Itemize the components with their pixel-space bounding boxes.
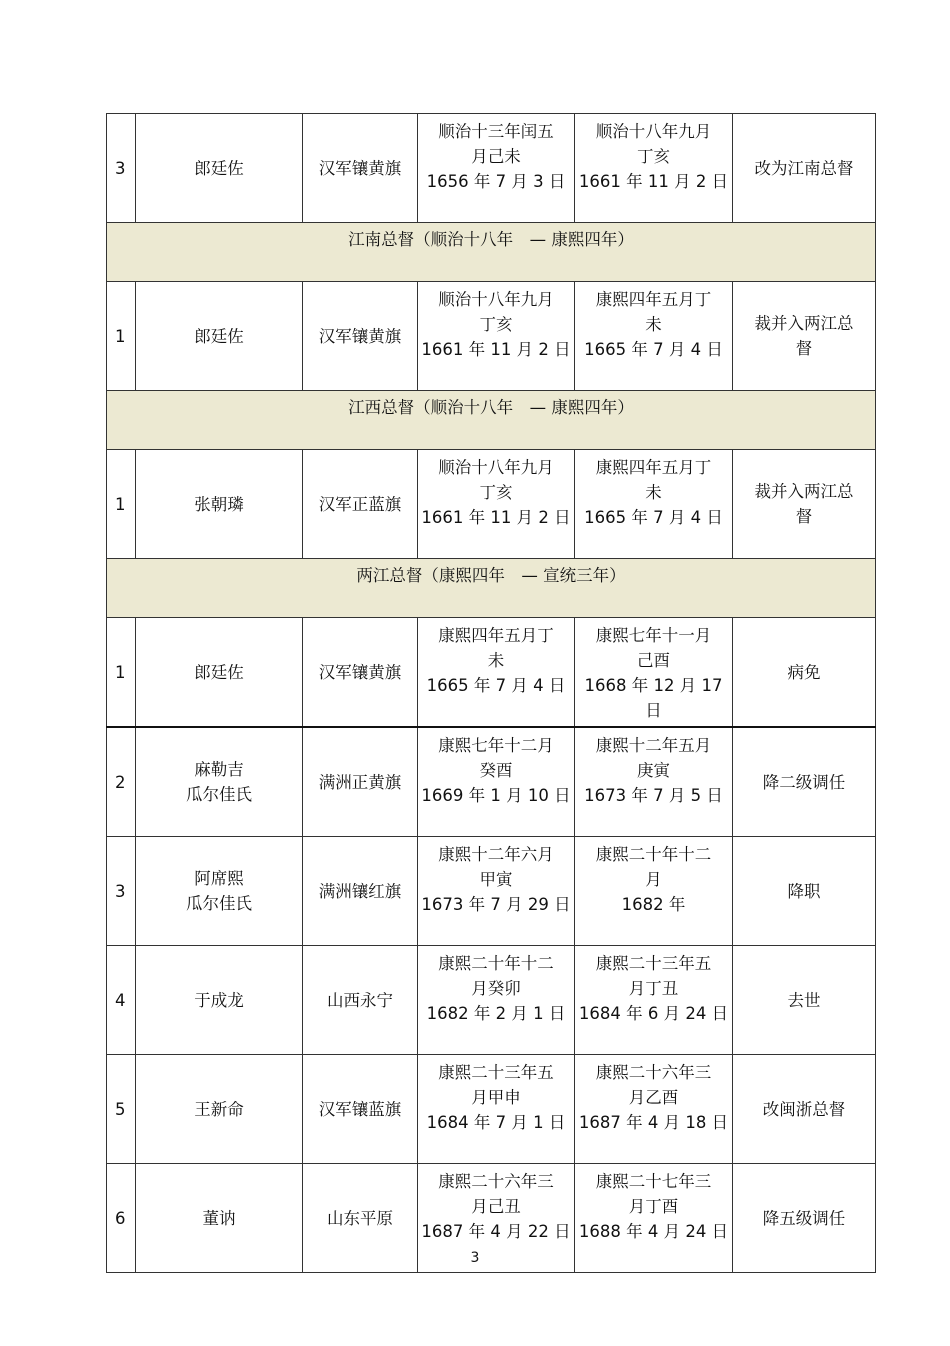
end-date-line: 月丁酉	[628, 1197, 679, 1216]
start-date-line: 1684 年 7 月 1 日	[426, 1113, 566, 1132]
start-date	[418, 1055, 575, 1164]
end-date-line: 未	[645, 483, 662, 502]
governor-name-line: 郎廷佐	[194, 662, 244, 682]
origin-cell: 汉军镶蓝旗	[303, 1055, 418, 1164]
remark-cell	[733, 282, 876, 391]
row-number: 1	[107, 618, 136, 728]
governor-name	[136, 727, 303, 837]
start-date	[418, 837, 575, 946]
end-date-line: 庚寅	[637, 761, 670, 780]
end-date-line: 月乙酉	[628, 1088, 679, 1107]
remark-cell-line: 病免	[787, 662, 821, 682]
start-date-line: 癸酉	[479, 761, 513, 780]
start-date-line: 顺治十八年九月	[438, 458, 554, 477]
start-date-line: 丁亥	[479, 483, 513, 502]
row-number: 1	[107, 450, 136, 559]
end-date-line: 月丁丑	[628, 979, 679, 998]
page-number: 3	[470, 1250, 480, 1266]
start-date-line: 1665 年 7 月 4 日	[426, 676, 566, 695]
end-date	[575, 946, 733, 1055]
governor-name-line: 张朝璘	[194, 494, 244, 514]
start-date-line: 康熙二十年十二	[438, 954, 554, 973]
start-date-line: 康熙二十六年三	[438, 1172, 554, 1191]
end-date-line: 康熙二十三年五	[595, 954, 712, 973]
governor-name	[136, 837, 303, 946]
governor-name-line: 麻勒吉	[194, 760, 244, 779]
governor-row	[107, 1055, 876, 1164]
end-date-line: 康熙四年五月丁	[595, 290, 712, 309]
start-date	[418, 618, 575, 728]
remark-cell-line: 裁并入两江总	[754, 314, 854, 333]
remark-cell	[733, 450, 876, 559]
start-date-line: 康熙七年十二月	[438, 736, 554, 755]
remark-cell	[733, 618, 876, 728]
end-date	[575, 114, 733, 223]
end-date-line: 1684 年 6 月 24 日	[578, 1004, 729, 1023]
governor-table	[106, 113, 876, 1273]
end-date-line: 康熙四年五月丁	[595, 458, 712, 477]
end-date-line: 1682 年	[621, 895, 686, 914]
start-date-line: 月癸卯	[471, 979, 521, 998]
end-date-line: 康熙二十六年三	[595, 1063, 712, 1082]
remark-cell	[733, 1055, 876, 1164]
section-header-row	[107, 559, 876, 618]
row-number: 4	[107, 946, 136, 1055]
governor-name-line: 阿席熙	[194, 869, 244, 888]
remark-cell	[733, 114, 876, 223]
governor-row	[107, 946, 876, 1055]
row-number: 3	[107, 837, 136, 946]
end-date-line: 1665 年 7 月 4 日	[584, 508, 723, 527]
start-date-line: 康熙二十三年五	[438, 1063, 554, 1082]
start-date	[418, 450, 575, 559]
governor-name	[136, 618, 303, 728]
governor-name	[136, 114, 303, 223]
start-date-line: 1669 年 1 月 10 日	[421, 786, 571, 805]
origin-cell: 汉军镶黄旗	[303, 282, 418, 391]
governor-name-line: 郎廷佐	[194, 326, 244, 346]
end-date-line: 1661 年 11 月 2 日	[578, 172, 729, 191]
section-title: 江南总督（顺治十八年 — 康熙四年）	[107, 223, 876, 282]
governor-name-line: 董讷	[202, 1208, 236, 1228]
start-date-line: 1656 年 7 月 3 日	[426, 172, 566, 191]
end-date	[575, 1055, 733, 1164]
origin-cell: 汉军镶黄旗	[303, 618, 418, 728]
end-date	[575, 837, 733, 946]
start-date	[418, 114, 575, 223]
origin-cell: 满洲镶红旗	[303, 837, 418, 946]
governor-name-line: 瓜尔佳氏	[186, 894, 252, 913]
remark-cell-line: 督	[795, 339, 813, 358]
row-number: 1	[107, 282, 136, 391]
start-date-line: 顺治十三年闰五	[438, 122, 554, 141]
governor-name	[136, 450, 303, 559]
start-date-line: 1682 年 2 月 1 日	[426, 1004, 566, 1023]
governor-table-body	[107, 114, 876, 1273]
end-date-line: 己酉	[637, 651, 670, 670]
origin-cell: 汉军正蓝旗	[303, 450, 418, 559]
section-title: 两江总督（康熙四年 — 宣统三年）	[107, 559, 876, 618]
end-date-line: 康熙二十年十二	[595, 845, 712, 864]
governor-row	[107, 618, 876, 728]
governor-row	[107, 837, 876, 946]
remark-cell-line: 改为江南总督	[754, 158, 854, 178]
row-number: 2	[107, 727, 136, 837]
end-date-line: 1688 年 4 月 24 日	[578, 1222, 729, 1241]
end-date	[575, 727, 733, 837]
start-date-line: 月甲申	[471, 1088, 521, 1107]
governor-name-line: 于成龙	[194, 990, 244, 1010]
end-date-line: 1673 年 7 月 5 日	[584, 786, 723, 805]
start-date	[418, 727, 575, 837]
start-date	[418, 282, 575, 391]
start-date	[418, 946, 575, 1055]
governor-name	[136, 282, 303, 391]
governor-name	[136, 1055, 303, 1164]
end-date-line: 1668 年 12 月 17	[584, 676, 723, 695]
governor-row	[107, 282, 876, 391]
remark-cell-line: 降二级调任	[762, 772, 846, 792]
start-date-line: 1661 年 11 月 2 日	[421, 340, 571, 359]
row-number: 5	[107, 1055, 136, 1164]
governor-row	[107, 114, 876, 223]
remark-cell-line: 降职	[787, 881, 821, 901]
origin-cell: 山东平原	[303, 1164, 418, 1273]
end-date-line: 月	[645, 870, 662, 889]
end-date-line: 未	[645, 315, 662, 334]
governor-name	[136, 946, 303, 1055]
origin-cell: 山西永宁	[303, 946, 418, 1055]
end-date-line: 顺治十八年九月	[595, 122, 712, 141]
governor-row	[107, 727, 876, 837]
start-date-line: 顺治十八年九月	[438, 290, 554, 309]
end-date	[575, 450, 733, 559]
row-number: 3	[107, 114, 136, 223]
start-date-line: 月己未	[471, 147, 521, 166]
end-date-line: 康熙二十七年三	[595, 1172, 712, 1191]
start-date-line: 1661 年 11 月 2 日	[421, 508, 571, 527]
start-date-line: 丁亥	[479, 315, 513, 334]
end-date-line: 丁亥	[637, 147, 670, 166]
governor-name-line: 王新命	[194, 1099, 244, 1119]
end-date-line: 1665 年 7 月 4 日	[584, 340, 723, 359]
section-header-row	[107, 391, 876, 450]
start-date-line: 月己丑	[471, 1197, 521, 1216]
section-header-row	[107, 223, 876, 282]
remark-cell-line: 去世	[787, 990, 821, 1010]
section-title: 江西总督（顺治十八年 — 康熙四年）	[107, 391, 876, 450]
remark-cell-line: 降五级调任	[762, 1208, 846, 1228]
row-number: 6	[107, 1164, 136, 1273]
end-date-line: 日	[645, 701, 662, 720]
end-date-line: 康熙七年十一月	[595, 626, 712, 645]
start-date-line: 康熙四年五月丁	[438, 626, 554, 645]
governor-row	[107, 450, 876, 559]
end-date-line: 康熙十二年五月	[595, 736, 712, 755]
end-date-line: 1687 年 4 月 18 日	[578, 1113, 729, 1132]
governor-name-line: 瓜尔佳氏	[186, 785, 252, 804]
remark-cell	[733, 837, 876, 946]
end-date	[575, 282, 733, 391]
remark-cell-line: 督	[795, 507, 813, 526]
remark-cell-line: 裁并入两江总	[754, 482, 854, 501]
remark-cell-line: 改闽浙总督	[762, 1099, 846, 1119]
governor-name-line: 郎廷佐	[194, 158, 244, 178]
start-date-line: 未	[487, 651, 505, 670]
end-date	[575, 618, 733, 728]
start-date-line: 甲寅	[479, 870, 513, 889]
origin-cell: 满洲正黄旗	[303, 727, 418, 837]
remark-cell	[733, 946, 876, 1055]
start-date-line: 1687 年 4 月 22 日	[421, 1222, 571, 1241]
origin-cell: 汉军镶黄旗	[303, 114, 418, 223]
remark-cell	[733, 727, 876, 837]
start-date-line: 1673 年 7 月 29 日	[421, 895, 571, 914]
start-date-line: 康熙十二年六月	[438, 845, 554, 864]
